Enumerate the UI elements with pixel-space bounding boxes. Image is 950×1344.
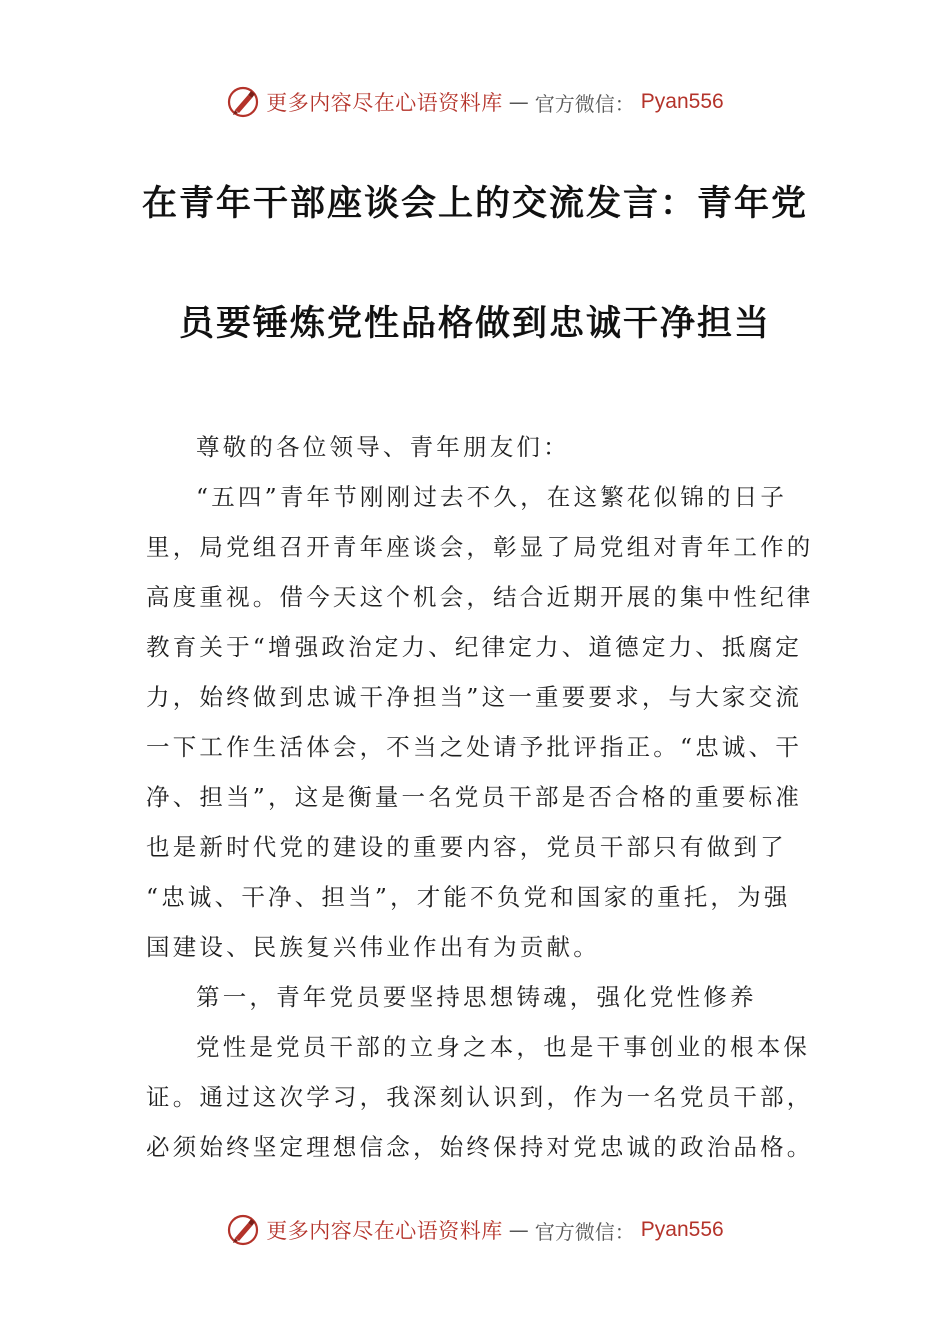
- intro-line: 高度重视。借今天这个机会，结合近期开展的集中性纪律: [146, 583, 814, 611]
- document-title-line-1: 在青年干部座谈会上的交流发言：青年党: [141, 184, 808, 224]
- intro-line: “忠诚、干净、担当”，才能不负党和国家的重托，为强: [146, 883, 791, 911]
- header-watermark: [0, 82, 950, 122]
- section-heading-text: 第一，青年党员要坚持思想铸魂，强化党性修养: [196, 983, 757, 1011]
- watermark-separator: —: [508, 1218, 529, 1242]
- pen-logo-icon: [226, 1213, 260, 1247]
- intro-line: “五四”青年节刚刚过去不久，在这繁花似锦的日子: [196, 483, 788, 511]
- intro-line: 国建设、民族复兴伟业作出有为贡献。: [146, 933, 600, 961]
- section-line: 党性是党员干部的立身之本，也是干事创业的根本保: [196, 1033, 811, 1061]
- greeting-paragraph: [146, 422, 806, 472]
- section-heading-1: [146, 972, 806, 1022]
- watermark-wechat-id: Pyan556: [640, 1218, 724, 1241]
- greeting-text: 尊敬的各位领导、青年朋友们：: [196, 433, 570, 461]
- intro-paragraph: [146, 472, 814, 972]
- intro-line: 也是新时代党的建设的重要内容，党员干部只有做到了: [146, 833, 787, 861]
- watermark-text: 更多内容尽在心语资料库: [266, 91, 503, 115]
- intro-line: 净、担当”，这是衡量一名党员干部是否合格的重要标准: [146, 783, 803, 811]
- watermark-wechat-id: Pyan556: [640, 90, 724, 113]
- watermark-wechat-label: 官方微信：: [534, 91, 635, 116]
- footer-watermark: [0, 1210, 950, 1250]
- section-paragraph-1: [146, 1022, 814, 1172]
- watermark-wechat-label: 官方微信：: [534, 1219, 635, 1244]
- intro-line: 教育关于“增强政治定力、纪律定力、道德定力、抵腐定: [146, 633, 803, 661]
- watermark-text: 更多内容尽在心语资料库: [266, 1219, 503, 1243]
- intro-line: 一下工作生活体会，不当之处请予批评指正。“忠诚、干: [146, 733, 803, 761]
- document-title-line-2: 员要锤炼党性品格做到忠诚干净担当: [178, 304, 771, 344]
- pen-logo-icon: [226, 85, 260, 119]
- intro-line: 力，始终做到忠诚干净担当”这一重要要求，与大家交流: [146, 683, 803, 711]
- section-line: 必须始终坚定理想信念，始终保持对党忠诚的政治品格。: [146, 1133, 814, 1161]
- section-line: 证。通过这次学习，我深刻认识到，作为一名党员干部，: [146, 1083, 814, 1111]
- intro-line: 里，局党组召开青年座谈会，彰显了局党组对青年工作的: [146, 533, 814, 561]
- watermark-separator: —: [508, 90, 529, 114]
